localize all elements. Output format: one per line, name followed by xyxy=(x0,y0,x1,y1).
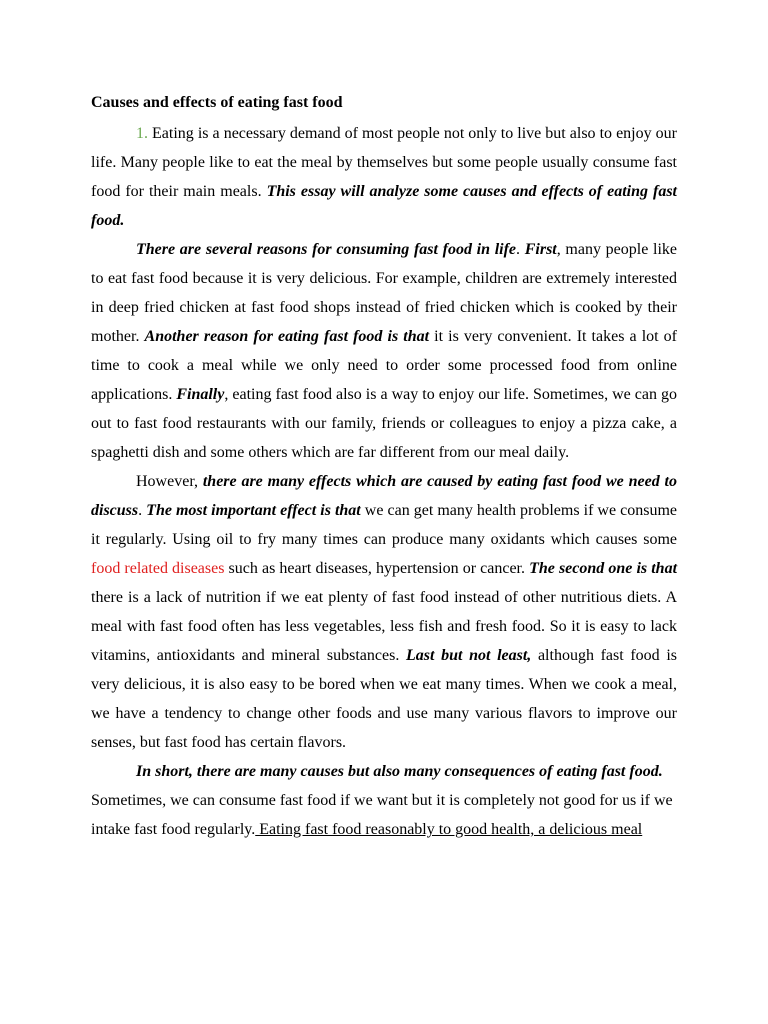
text-run: , eating fast food also is a way to enjoy our life. Sometimes, we can go out to fast food restaurants with our family, friends or colleagues to enjoy a pizza cake, a spaghetti dish and some others which are far different from our meal daily. xyxy=(91,386,678,461)
text-run: , many people like to eat fast food because it is very delicious. For example, children are extremely interested in deep fried chicken at fast food shops instead of fried chicken which is cooked by their mother. xyxy=(91,241,678,345)
paragraph-causes xyxy=(91,235,677,467)
text-run: although fast food is very delicious, it is also easy to be bored when we eat many times. When we cook a meal, we have a tendency to change other foods and use many various flavors to improve our senses, but fast food has certain flavors. xyxy=(91,647,677,751)
text-run: . xyxy=(138,502,147,519)
text-run: Sometimes, we can consume fast food if we want but it is completely not good for us if we intake fast food regularly. xyxy=(91,792,673,838)
transition-finally: Finally xyxy=(176,386,225,403)
paragraph-introduction xyxy=(91,119,677,235)
list-number: 1. xyxy=(136,125,148,142)
paragraph-effects xyxy=(91,467,677,757)
transition-last: Last but not least, xyxy=(405,647,532,664)
text-run: it is very convenient. It takes a lot of time to cook a meal while we only need to order some processed food from online applications. xyxy=(91,328,678,403)
underlined-phrase: Eating fast food reasonably to good health, a delicious meal xyxy=(255,821,643,838)
topic-sentence: There are several reasons for consuming fast food in life xyxy=(136,241,517,258)
transition-most-important: The most important effect is that xyxy=(146,502,361,519)
text-run: such as heart diseases, hypertension or cancer. xyxy=(224,560,530,577)
transition-another-reason: Another reason for eating fast food is that xyxy=(144,328,430,345)
paragraph-conclusion xyxy=(91,757,677,844)
text-run: . xyxy=(516,241,525,258)
transition-second: The second one is that xyxy=(529,560,678,577)
transition-first: First xyxy=(524,241,557,258)
conclusion-sentence: In short, there are many causes but also many consequences of eating fast food. xyxy=(136,763,663,780)
text-run: Eating is a necessary demand of most people not only to live but also to enjoy our life. Many people like to eat the meal by themselves but some people usually consume fast food for their main meals. xyxy=(91,125,677,200)
document-title: Causes and effects of eating fast food xyxy=(91,94,343,111)
highlighted-phrase: food related diseases xyxy=(91,560,225,577)
thesis-statement: This essay will analyze some causes and effects of eating fast food. xyxy=(91,183,677,229)
text-run: However, xyxy=(136,473,203,490)
text-run: we can get many health problems if we consume it regularly. Using oil to fry many times can produce many oxidants which causes some xyxy=(91,502,678,548)
topic-sentence: there are many effects which are caused by eating fast food we need to discuss xyxy=(91,473,678,519)
document-page xyxy=(91,88,677,844)
text-run: there is a lack of nutrition if we eat plenty of fast food instead of other nutritious diets. A meal with fast food often has less vegetables, less fish and fresh food. So it is easy to lack vitamins, antioxidants and mineral substances. xyxy=(91,589,677,664)
